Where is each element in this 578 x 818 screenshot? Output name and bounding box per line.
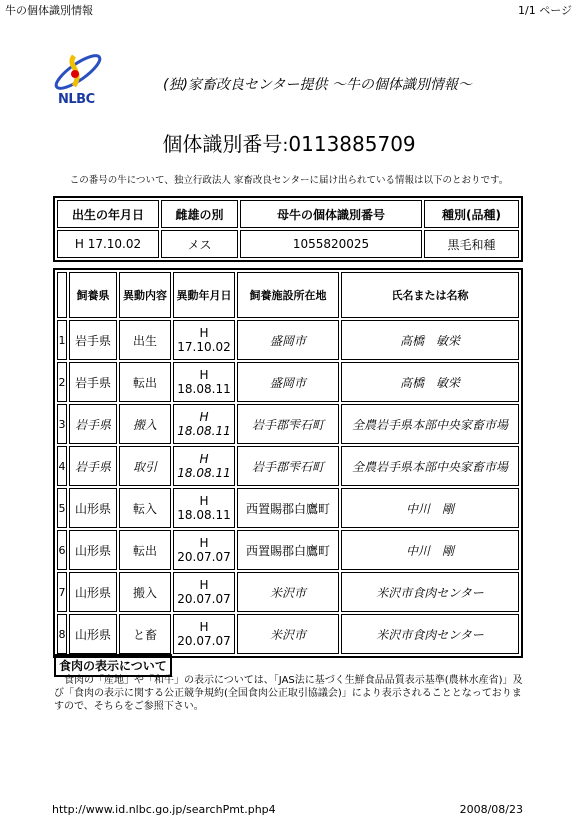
meat-section-text: 食肉の「産地」や「和牛」の表示については、「JAS法に基づく生鮮食品品質表示基準(農林水産省)」及び「食肉の表示に関する公正競争規約(全国食肉公正取引協議会)」により表示されることとなっておりますので、そちらをご参照下さい。 bbox=[54, 675, 523, 712]
col-birth-date: 出生の年月日 bbox=[57, 200, 159, 228]
owner-name: 高橋 敏栄 bbox=[341, 320, 519, 360]
breed: 黒毛和種 bbox=[424, 230, 519, 258]
id-title bbox=[0, 128, 578, 157]
owner-name: 米沢市食肉センター bbox=[341, 572, 519, 612]
prefecture: 岩手県 bbox=[69, 362, 117, 402]
row-index: 4 bbox=[57, 446, 67, 486]
prefecture: 山形県 bbox=[69, 572, 117, 612]
owner-name: 中川 剛 bbox=[341, 530, 519, 570]
table-row bbox=[57, 320, 519, 360]
prefecture: 岩手県 bbox=[69, 446, 117, 486]
row-index: 8 bbox=[57, 614, 67, 654]
table-row bbox=[57, 530, 519, 570]
table-row bbox=[57, 614, 519, 654]
facility-location: 盛岡市 bbox=[237, 362, 339, 402]
birth-date: H 17.10.02 bbox=[57, 230, 159, 258]
movement: と畜 bbox=[119, 614, 171, 654]
table-row bbox=[57, 488, 519, 528]
logo-text: NLBC bbox=[58, 92, 95, 107]
movement: 転入 bbox=[119, 488, 171, 528]
col-facility-location: 飼養施設所在地 bbox=[237, 272, 339, 318]
page-header-title: 牛の個体識別情報 bbox=[5, 4, 93, 17]
movement: 出生 bbox=[119, 320, 171, 360]
movement-date: H 18.08.11 bbox=[173, 488, 235, 528]
history-table bbox=[53, 268, 523, 658]
movement: 搬入 bbox=[119, 572, 171, 612]
owner-name: 全農岩手県本部中央家畜市場 bbox=[341, 404, 519, 444]
movement: 転出 bbox=[119, 530, 171, 570]
col-movement-date: 異動年月日 bbox=[173, 272, 235, 318]
facility-location: 岩手郡雫石町 bbox=[237, 446, 339, 486]
col-owner-name: 氏名または名称 bbox=[341, 272, 519, 318]
col-sex: 雌雄の別 bbox=[161, 200, 238, 228]
mother-id: 1055820025 bbox=[240, 230, 422, 258]
sex: メス bbox=[161, 230, 238, 258]
facility-location: 西置賜郡白鷹町 bbox=[237, 488, 339, 528]
owner-name: 中川 剛 bbox=[341, 488, 519, 528]
facility-location: 米沢市 bbox=[237, 614, 339, 654]
cattle-header-row bbox=[57, 200, 519, 228]
movement-date: H 17.10.02 bbox=[173, 320, 235, 360]
owner-name: 高橋 敏栄 bbox=[341, 362, 519, 402]
movement: 取引 bbox=[119, 446, 171, 486]
id-label: 個体識別番号 bbox=[162, 132, 283, 156]
col-index bbox=[57, 272, 67, 318]
facility-location: 米沢市 bbox=[237, 572, 339, 612]
movement: 転出 bbox=[119, 362, 171, 402]
facility-location: 岩手郡雫石町 bbox=[237, 404, 339, 444]
row-index: 2 bbox=[57, 362, 67, 402]
movement-date: H 20.07.07 bbox=[173, 530, 235, 570]
table-row bbox=[57, 572, 519, 612]
page-number: 1/1 ページ bbox=[518, 4, 572, 17]
row-index: 7 bbox=[57, 572, 67, 612]
cattle-info-table bbox=[53, 196, 523, 262]
movement-date: H 18.08.11 bbox=[173, 446, 235, 486]
table-row bbox=[57, 446, 519, 486]
meat-section-title: 食肉の表示について bbox=[54, 654, 172, 677]
col-mother-id: 母牛の個体識別番号 bbox=[240, 200, 422, 228]
prefecture: 岩手県 bbox=[69, 404, 117, 444]
movement-date: H 20.07.07 bbox=[173, 614, 235, 654]
row-index: 3 bbox=[57, 404, 67, 444]
table-row bbox=[57, 404, 519, 444]
history-header-row bbox=[57, 272, 519, 318]
footer-url: http://www.id.nlbc.go.jp/searchPmt.php4 bbox=[52, 803, 276, 816]
cattle-value-row bbox=[57, 230, 519, 258]
row-index: 6 bbox=[57, 530, 67, 570]
owner-name: 米沢市食肉センター bbox=[341, 614, 519, 654]
table-row bbox=[57, 362, 519, 402]
row-index: 1 bbox=[57, 320, 67, 360]
prefecture: 山形県 bbox=[69, 488, 117, 528]
intro-text: この番号の牛について、独立行政法人 家畜改良センターに届け出られている情報は以下のとおりです。 bbox=[69, 175, 509, 186]
movement-date: H 18.08.11 bbox=[173, 362, 235, 402]
prefecture: 山形県 bbox=[69, 614, 117, 654]
facility-location: 西置賜郡白鷹町 bbox=[237, 530, 339, 570]
row-index: 5 bbox=[57, 488, 67, 528]
movement-date: H 18.08.11 bbox=[173, 404, 235, 444]
footer-date: 2008/08/23 bbox=[459, 803, 523, 816]
col-movement: 異動内容 bbox=[119, 272, 171, 318]
movement-date: H 20.07.07 bbox=[173, 572, 235, 612]
owner-name: 全農岩手県本部中央家畜市場 bbox=[341, 446, 519, 486]
col-prefecture: 飼養県 bbox=[69, 272, 117, 318]
id-colon: : bbox=[282, 135, 289, 156]
prefecture: 山形県 bbox=[69, 530, 117, 570]
movement: 搬入 bbox=[119, 404, 171, 444]
prefecture: 岩手県 bbox=[69, 320, 117, 360]
provider-line: (独)家畜改良センター提供 〜牛の個体識別情報〜 bbox=[163, 77, 472, 93]
col-breed: 種別(品種) bbox=[424, 200, 519, 228]
id-number: 0113885709 bbox=[288, 132, 416, 156]
facility-location: 盛岡市 bbox=[237, 320, 339, 360]
